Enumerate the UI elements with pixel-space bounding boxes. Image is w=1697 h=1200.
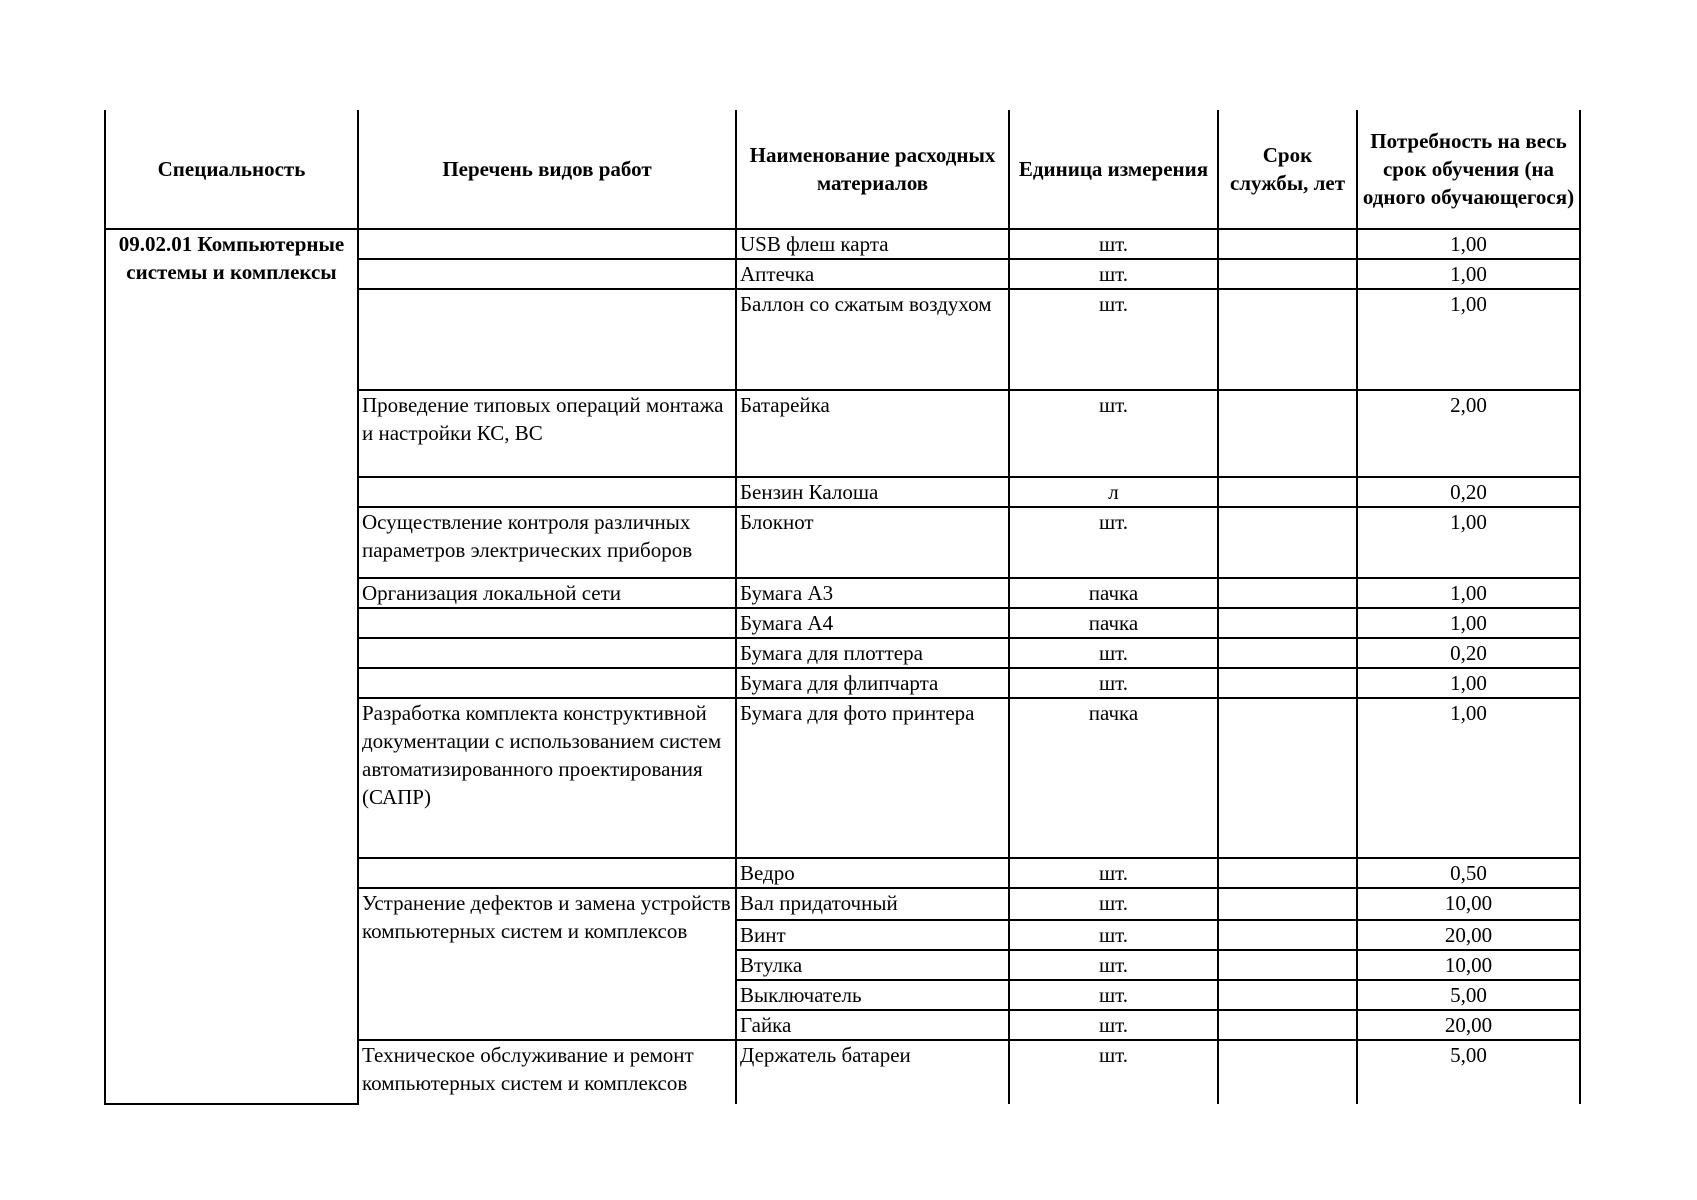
need-cell: 1,00 xyxy=(1357,289,1580,390)
work-cell xyxy=(358,289,736,390)
material-cell: Держатель батареи xyxy=(736,1040,1009,1104)
material-cell: USB флеш карта xyxy=(736,229,1009,259)
work-cell: Организация локальной сети xyxy=(358,578,736,608)
life-cell xyxy=(1218,507,1357,578)
life-cell xyxy=(1218,920,1357,950)
life-cell xyxy=(1218,698,1357,858)
need-cell: 0,20 xyxy=(1357,477,1580,507)
life-cell xyxy=(1218,608,1357,638)
header-material: Наименование расходных материалов xyxy=(736,110,1009,229)
life-cell xyxy=(1218,858,1357,888)
unit-cell: пачка xyxy=(1009,608,1218,638)
life-cell xyxy=(1218,578,1357,608)
unit-cell: шт. xyxy=(1009,950,1218,980)
need-cell: 1,00 xyxy=(1357,578,1580,608)
life-cell xyxy=(1218,477,1357,507)
header-row xyxy=(105,110,1580,229)
need-cell: 1,00 xyxy=(1357,608,1580,638)
unit-cell: шт. xyxy=(1009,920,1218,950)
unit-cell: шт. xyxy=(1009,229,1218,259)
work-cell xyxy=(358,638,736,668)
unit-cell: л xyxy=(1009,477,1218,507)
unit-cell: пачка xyxy=(1009,578,1218,608)
unit-cell: шт. xyxy=(1009,638,1218,668)
header-specialty: Специальность xyxy=(105,110,358,229)
work-cell xyxy=(358,668,736,698)
unit-cell: шт. xyxy=(1009,390,1218,477)
work-cell xyxy=(358,259,736,289)
material-cell: Бумага А3 xyxy=(736,578,1009,608)
need-cell: 1,00 xyxy=(1357,698,1580,858)
need-cell: 1,00 xyxy=(1357,229,1580,259)
life-cell xyxy=(1218,229,1357,259)
unit-cell: шт. xyxy=(1009,888,1218,920)
material-cell: Вал придаточный xyxy=(736,888,1009,920)
material-cell: Бумага для фото принтера xyxy=(736,698,1009,858)
material-cell: Винт xyxy=(736,920,1009,950)
material-cell: Ведро xyxy=(736,858,1009,888)
need-cell: 20,00 xyxy=(1357,1010,1580,1040)
header-unit: Единица измерения xyxy=(1009,110,1218,229)
life-cell xyxy=(1218,668,1357,698)
unit-cell: шт. xyxy=(1009,980,1218,1010)
need-cell: 5,00 xyxy=(1357,1040,1580,1104)
work-cell xyxy=(358,608,736,638)
header-service-life: Срок службы, лет xyxy=(1218,110,1357,229)
need-cell: 10,00 xyxy=(1357,888,1580,920)
life-cell xyxy=(1218,1040,1357,1104)
material-cell: Выключатель xyxy=(736,980,1009,1010)
unit-cell: шт. xyxy=(1009,1010,1218,1040)
material-cell: Батарейка xyxy=(736,390,1009,477)
work-cell: Осуществление контроля различных параметров электрических приборов xyxy=(358,507,736,578)
work-cell: Проведение типовых операций монтажа и настройки КС, ВС xyxy=(358,390,736,477)
need-cell: 2,00 xyxy=(1357,390,1580,477)
header-need: Потребность на весь срок обучения (на одного обучающегося) xyxy=(1357,110,1580,229)
life-cell xyxy=(1218,638,1357,668)
materials-table xyxy=(104,110,1581,1105)
material-cell: Аптечка xyxy=(736,259,1009,289)
material-cell: Бумага А4 xyxy=(736,608,1009,638)
life-cell xyxy=(1218,888,1357,920)
life-cell xyxy=(1218,1010,1357,1040)
material-cell: Баллон со сжатым воздухом xyxy=(736,289,1009,390)
material-cell: Блокнот xyxy=(736,507,1009,578)
work-cell xyxy=(358,858,736,888)
unit-cell: пачка xyxy=(1009,698,1218,858)
specialty-cell: 09.02.01 Компьютерные системы и комплексы xyxy=(105,229,358,1104)
unit-cell: шт. xyxy=(1009,289,1218,390)
material-cell: Бумага для флипчарта xyxy=(736,668,1009,698)
work-cell xyxy=(358,477,736,507)
need-cell: 1,00 xyxy=(1357,259,1580,289)
need-cell: 0,50 xyxy=(1357,858,1580,888)
work-cell: Техническое обслуживание и ремонт компьютерных систем и комплексов xyxy=(358,1040,736,1104)
material-cell: Втулка xyxy=(736,950,1009,980)
material-cell: Бензин Калоша xyxy=(736,477,1009,507)
work-cell xyxy=(358,229,736,259)
need-cell: 10,00 xyxy=(1357,950,1580,980)
life-cell xyxy=(1218,390,1357,477)
unit-cell: шт. xyxy=(1009,259,1218,289)
material-cell: Гайка xyxy=(736,1010,1009,1040)
life-cell xyxy=(1218,259,1357,289)
unit-cell: шт. xyxy=(1009,1040,1218,1104)
life-cell xyxy=(1218,980,1357,1010)
table-row xyxy=(105,229,1580,259)
unit-cell: шт. xyxy=(1009,507,1218,578)
need-cell: 1,00 xyxy=(1357,668,1580,698)
header-works: Перечень видов работ xyxy=(358,110,736,229)
work-cell: Устранение дефектов и замена устройств компьютерных систем и комплексов xyxy=(358,888,736,1040)
material-cell: Бумага для плоттера xyxy=(736,638,1009,668)
unit-cell: шт. xyxy=(1009,858,1218,888)
life-cell xyxy=(1218,950,1357,980)
need-cell: 0,20 xyxy=(1357,638,1580,668)
need-cell: 5,00 xyxy=(1357,980,1580,1010)
work-cell: Разработка комплекта конструктивной документации с использованием систем автоматизированного проектирования (САПР) xyxy=(358,698,736,858)
life-cell xyxy=(1218,289,1357,390)
need-cell: 1,00 xyxy=(1357,507,1580,578)
unit-cell: шт. xyxy=(1009,668,1218,698)
need-cell: 20,00 xyxy=(1357,920,1580,950)
